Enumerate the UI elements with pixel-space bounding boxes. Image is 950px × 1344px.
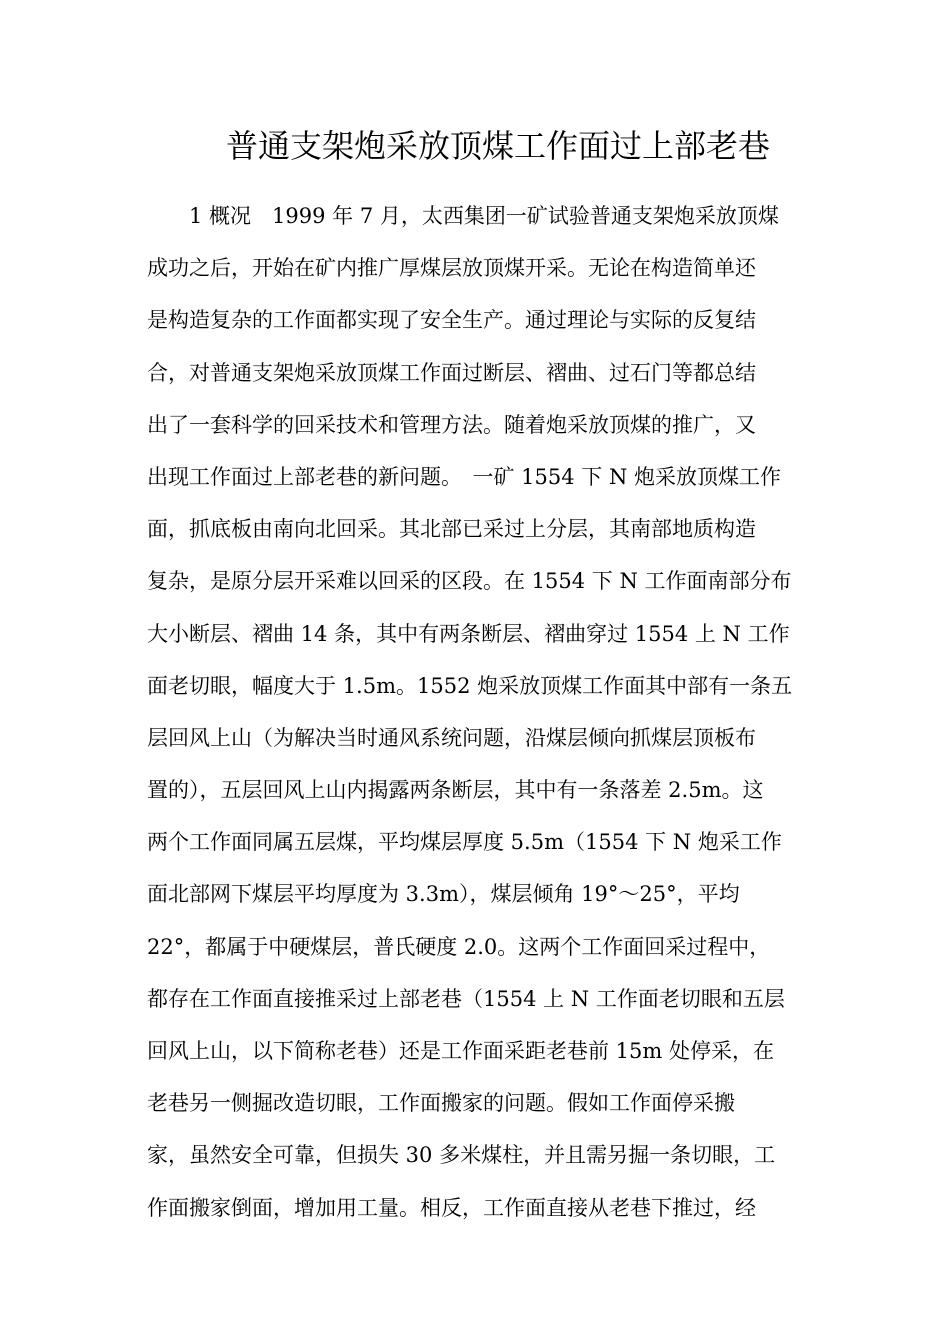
text-line: 出了一套科学的回采技术和管理方法。随着炮采放顶煤的推广，又 (147, 412, 756, 437)
document-body (147, 194, 817, 1238)
text-line: 面北部网下煤层平均厚度为 3.3m），煤层倾角 19°～25°，平均 (147, 882, 740, 907)
text-line: 都存在工作面直接推采过上部老巷（1554 上 N 工作面老切眼和五层 (147, 986, 785, 1011)
text-line: 家，虽然安全可靠，但损失 30 多米煤柱，并且需另掘一条切眼，工 (147, 1143, 776, 1168)
text-line: 置的），五层回风上山内揭露两条断层，其中有一条落差 2.5m。这 (147, 778, 764, 803)
text-line: 合，对普通支架炮采放顶煤工作面过断层、褶曲、过石门等都总结 (147, 360, 756, 385)
text-line: 是构造复杂的工作面都实现了安全生产。通过理论与实际的反复结 (147, 308, 756, 333)
text-line: 出现工作面过上部老巷的新问题。 一矿 1554 下 N 炮采放顶煤工作 (147, 464, 782, 489)
text-line: 成功之后，开始在矿内推广厚煤层放顶煤开采。无论在构造简单还 (147, 256, 756, 281)
text-line: 老巷另一侧掘改造切眼，工作面搬家的问题。假如工作面停采搬 (147, 1091, 735, 1116)
text-line: 面，抓底板由南向北回采。其北部已采过上分层，其南部地质构造 (147, 517, 756, 542)
document-title: 普通支架炮采放顶煤工作面过上部老巷 (226, 127, 771, 165)
text-line: 复杂，是原分层开采难以回采的区段。在 1554 下 N 工作面南部分布 (147, 569, 792, 594)
text-line: 22°，都属于中硬煤层，普氏硬度 2.0。这两个工作面回采过程中， (147, 934, 771, 959)
text-line: 面老切眼，幅度大于 1.5m。1552 炮采放顶煤工作面其中部有一条五 (147, 673, 793, 698)
text-line: 作面搬家倒面，增加用工量。相反，工作面直接从老巷下推过，经 (147, 1195, 756, 1220)
text-line: 回风上山，以下简称老巷）还是工作面采距老巷前 15m 处停采，在 (147, 1039, 774, 1063)
text-line: 1 概况 1999 年 7 月，太西集团一矿试验普通支架炮采放顶煤 (189, 204, 779, 228)
text-line: 大小断层、褶曲 14 条，其中有两条断层、褶曲穿过 1554 上 N 工作 (147, 621, 790, 646)
text-line: 两个工作面同属五层煤，平均煤层厚度 5.5m（1554 下 N 炮采工作 (147, 830, 782, 855)
text-line: 层回风上山（为解决当时通风系统问题，沿煤层倾向抓煤层顶板布 (147, 725, 756, 750)
